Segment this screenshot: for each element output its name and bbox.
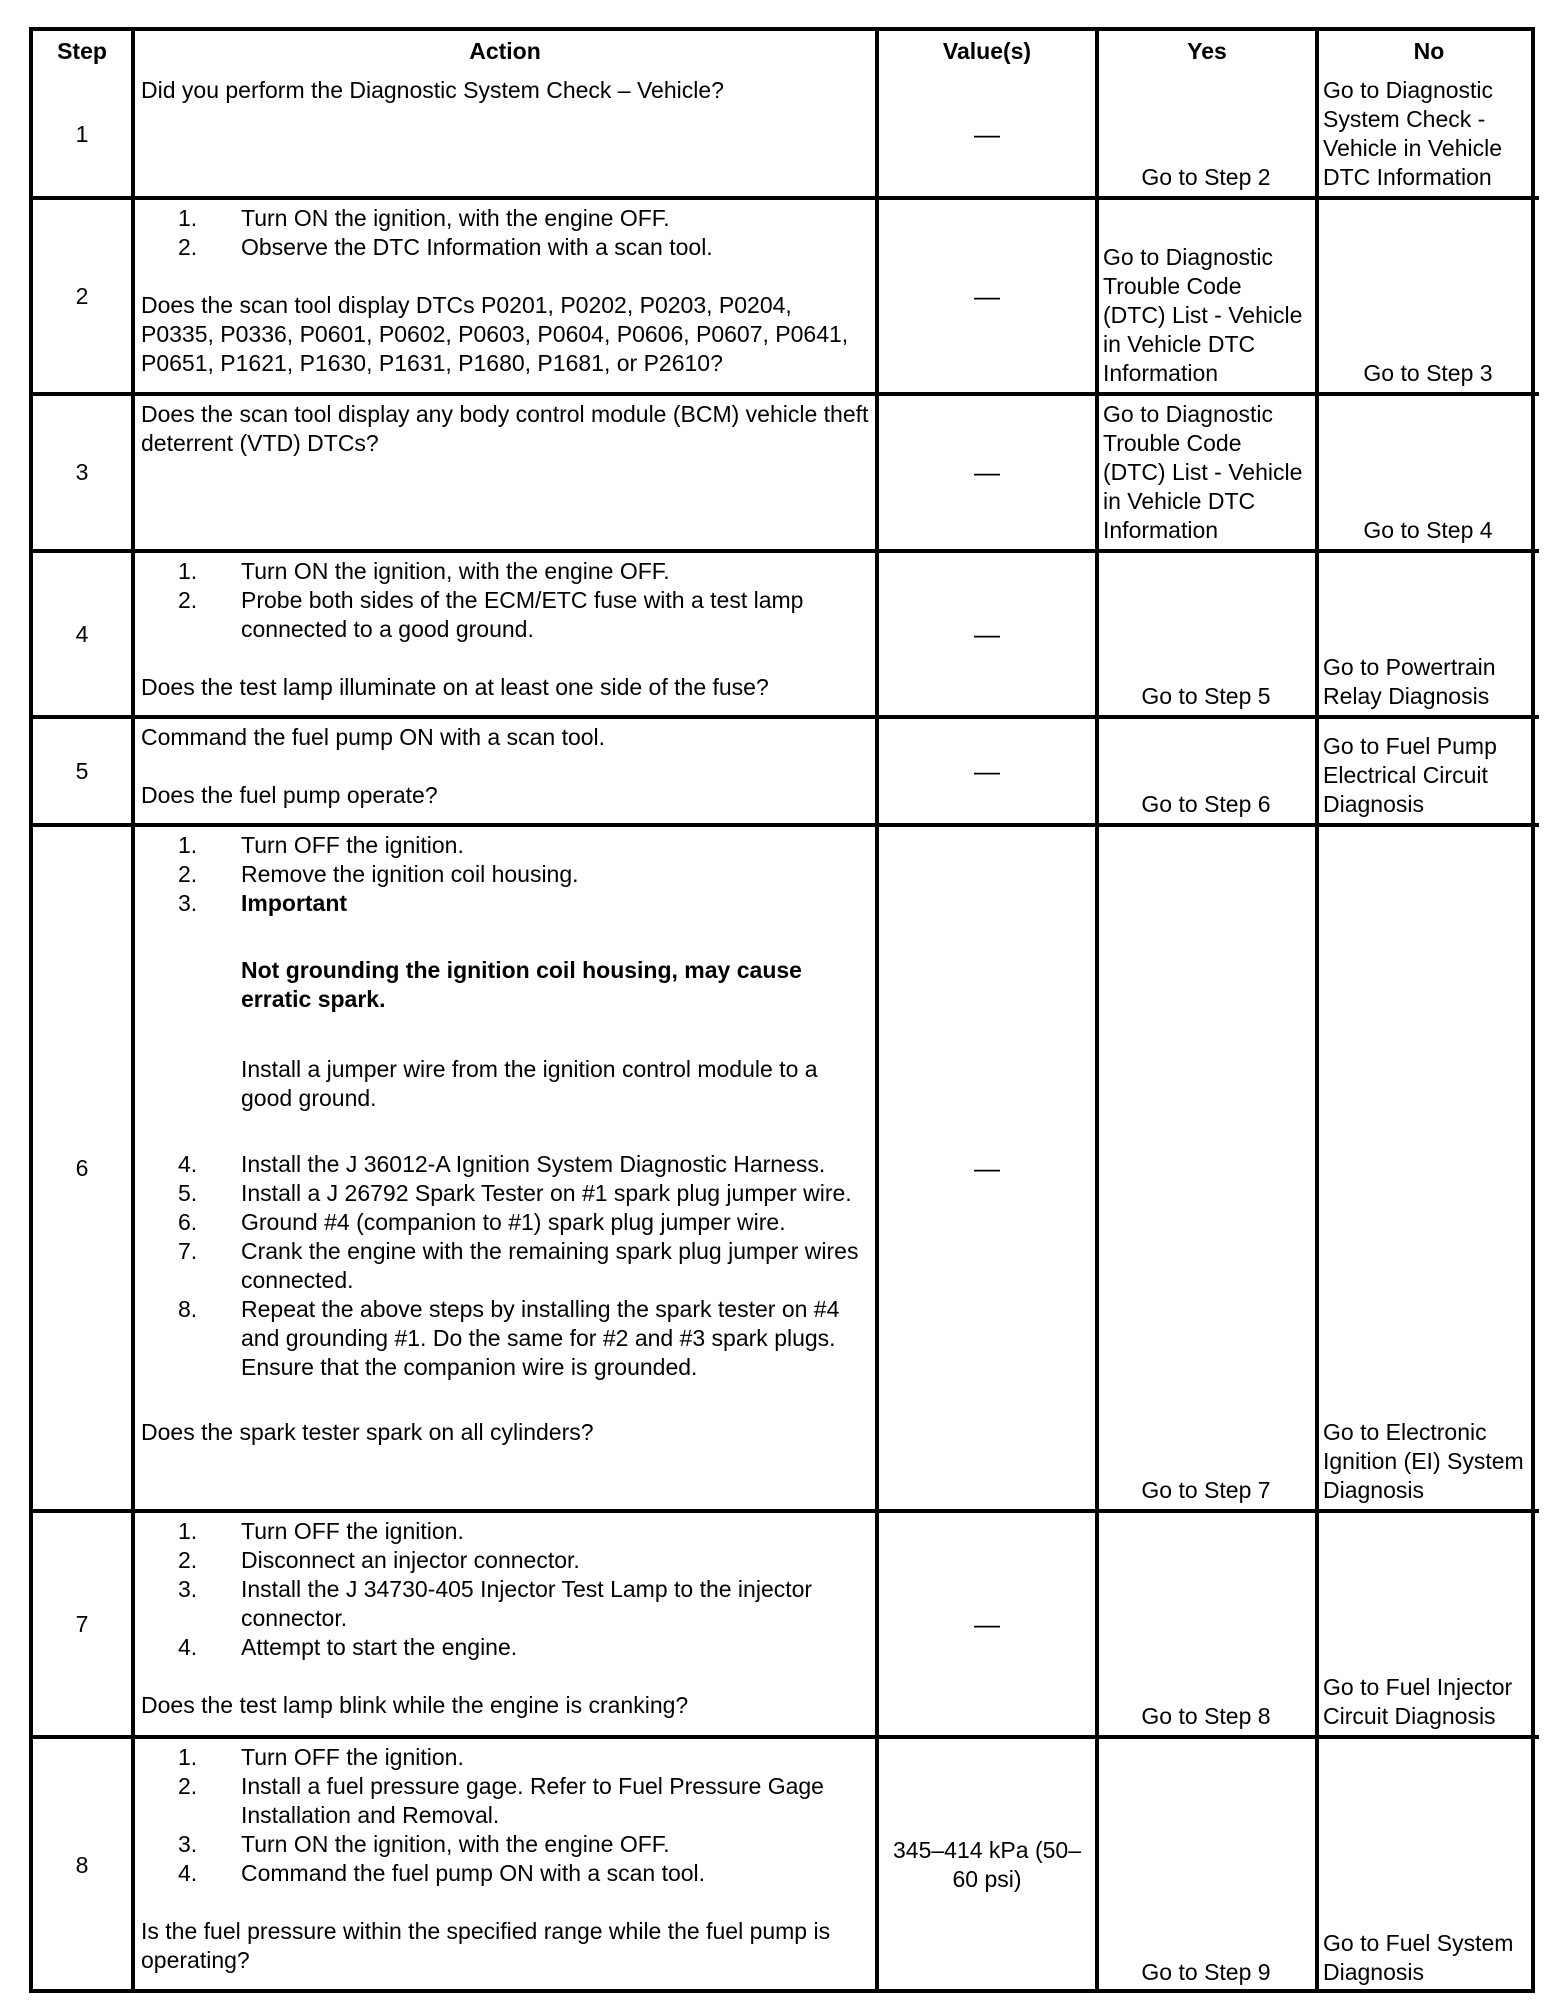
yes-cell: Go to Diagnostic Trouble Code (DTC) List - Vehicle in Vehicle DTC Information (1097, 394, 1317, 551)
table-row-step-7 (33, 1511, 1539, 1737)
yes-cell: Go to Step 5 (1097, 551, 1317, 717)
action-cell (133, 394, 877, 551)
no-cell: Go to Powertrain Relay Diagnosis (1317, 551, 1539, 717)
action-question: Does the fuel pump operate? (141, 782, 438, 808)
action-steps-list (141, 557, 869, 644)
action-cell (133, 198, 877, 394)
action-steps-list (141, 204, 869, 262)
header-yes: Yes (1097, 31, 1317, 72)
table-row-step-3 (33, 394, 1539, 551)
list-item: 4. Attempt to start the engine. (178, 1634, 518, 1660)
diagnostic-table-container (29, 27, 1535, 1993)
list-item: 8. Repeat the above steps by installing the spark tester on #4 and grounding #1. Do the same for #2 and #3 spark plugs. Ensure that the companion wire is grounded. (178, 1296, 840, 1380)
no-cell: Go to Step 4 (1317, 394, 1539, 551)
header-values: Value(s) (877, 31, 1097, 72)
important-label: Important (241, 890, 348, 916)
action-question: Does the test lamp blink while the engine is cranking? (141, 1692, 689, 1718)
list-item: 2. Remove the ignition coil housing. (178, 861, 579, 887)
value-cell: — (877, 198, 1097, 394)
table-row-step-6 (33, 825, 1539, 1511)
no-cell: Go to Electronic Ignition (EI) System Diagnosis (1317, 825, 1539, 1511)
value-cell: — (877, 717, 1097, 825)
yes-cell: Go to Step 7 (1097, 825, 1317, 1511)
action-cell (133, 551, 877, 717)
action-question: Is the fuel pressure within the specified range while the fuel pump is operating? (141, 1918, 831, 1973)
value-cell: — (877, 551, 1097, 717)
action-question: Does the scan tool display DTCs P0201, P0202, P0203, P0204, P0335, P0336, P0601, P0602, P0603, P0604, P0606, P0607, P0641, P0651, P1621, P1630, P1631, P1680, P1681, or P2610? (141, 292, 849, 376)
action-steps-list (141, 1517, 869, 1662)
list-item: 4. Install the J 36012-A Ignition System Diagnostic Harness. (178, 1151, 826, 1177)
list-item: 6. Ground #4 (companion to #1) spark plug jumper wire. (178, 1209, 786, 1235)
value-cell: — (877, 825, 1097, 1511)
step-number: 6 (33, 825, 133, 1511)
action-cell (133, 825, 877, 1511)
value-cell: — (877, 1511, 1097, 1737)
action-question: Does the test lamp illuminate on at least one side of the fuse? (141, 674, 769, 700)
list-item: 2. Disconnect an injector connector. (178, 1547, 580, 1573)
step-number: 2 (33, 198, 133, 394)
header-step: Step (33, 31, 133, 72)
list-item: 1. Turn ON the ignition, with the engine OFF. (178, 205, 670, 231)
no-cell: Go to Fuel Injector Circuit Diagnosis (1317, 1511, 1539, 1737)
action-steps-list (141, 831, 869, 1382)
table-row-step-1 (33, 72, 1539, 198)
action-steps-list (141, 1743, 869, 1888)
yes-cell: Go to Step 8 (1097, 1511, 1317, 1737)
important-action: Install a jumper wire from the ignition control module to a good ground. (241, 1056, 818, 1111)
yes-cell: Go to Diagnostic Trouble Code (DTC) List - Vehicle in Vehicle DTC Information (1097, 198, 1317, 394)
table-row-step-8 (33, 1737, 1539, 1991)
header-row (33, 31, 1539, 72)
action-question: Does the scan tool display any body control module (BCM) vehicle theft deterrent (VTD) DTCs? (141, 401, 869, 456)
list-item: 3. Important Not grounding the ignition coil housing, may cause erratic spark. Install a jumper wire from the ignition control module to a good ground. (241, 889, 869, 1142)
action-cell (133, 717, 877, 825)
yes-cell: Go to Step 6 (1097, 717, 1317, 825)
list-item: 1. Turn OFF the ignition. (178, 1744, 464, 1770)
diagnostic-table (33, 31, 1539, 1991)
list-item: 4. Command the fuel pump ON with a scan tool. (178, 1860, 706, 1886)
yes-cell: Go to Step 2 (1097, 72, 1317, 198)
action-cell (133, 1511, 877, 1737)
list-item: 2. Observe the DTC Information with a scan tool. (178, 234, 713, 260)
value-cell: — (877, 394, 1097, 551)
list-item: 1. Turn ON the ignition, with the engine OFF. (178, 558, 670, 584)
table-row-step-2 (33, 198, 1539, 394)
table-row-step-5 (33, 717, 1539, 825)
list-item: 5. Install a J 26792 Spark Tester on #1 spark plug jumper wire. (178, 1180, 852, 1206)
no-cell: Go to Fuel Pump Electrical Circuit Diagnosis (1317, 717, 1539, 825)
table-row-step-4 (33, 551, 1539, 717)
list-item: 3. Install the J 34730-405 Injector Test Lamp to the injector connector. (178, 1576, 813, 1631)
list-item: 7. Crank the engine with the remaining spark plug jumper wires connected. (178, 1238, 859, 1293)
step-number: 4 (33, 551, 133, 717)
action-question: Does the spark tester spark on all cylinders? (141, 1419, 594, 1445)
step-number: 3 (33, 394, 133, 551)
step-number: 5 (33, 717, 133, 825)
no-cell: Go to Fuel System Diagnosis (1317, 1737, 1539, 1991)
value-cell: — (877, 72, 1097, 198)
list-item: 2. Install a fuel pressure gage. Refer to Fuel Pressure Gage Installation and Removal. (178, 1773, 824, 1828)
action-question: Did you perform the Diagnostic System Check – Vehicle? (141, 77, 724, 103)
list-item: 3. Turn ON the ignition, with the engine OFF. (178, 1831, 670, 1857)
action-cell (133, 1737, 877, 1991)
no-cell: Go to Diagnostic System Check - Vehicle in Vehicle DTC Information (1317, 72, 1539, 198)
value-cell: 345–414 kPa (50–60 psi) (877, 1737, 1097, 1991)
header-no: No (1317, 31, 1539, 72)
header-action: Action (133, 31, 877, 72)
step-number: 7 (33, 1511, 133, 1737)
step-number: 1 (33, 72, 133, 198)
step-number: 8 (33, 1737, 133, 1991)
action-cell (133, 72, 877, 198)
list-item: 1. Turn OFF the ignition. (178, 832, 464, 858)
list-item: 2. Probe both sides of the ECM/ETC fuse with a test lamp connected to a good ground. (178, 587, 804, 642)
action-intro: Command the fuel pump ON with a scan tool. (141, 724, 606, 750)
yes-cell: Go to Step 9 (1097, 1737, 1317, 1991)
important-note: Not grounding the ignition coil housing, may cause erratic spark. (241, 957, 802, 1012)
list-item: 1. Turn OFF the ignition. (178, 1518, 464, 1544)
no-cell: Go to Step 3 (1317, 198, 1539, 394)
